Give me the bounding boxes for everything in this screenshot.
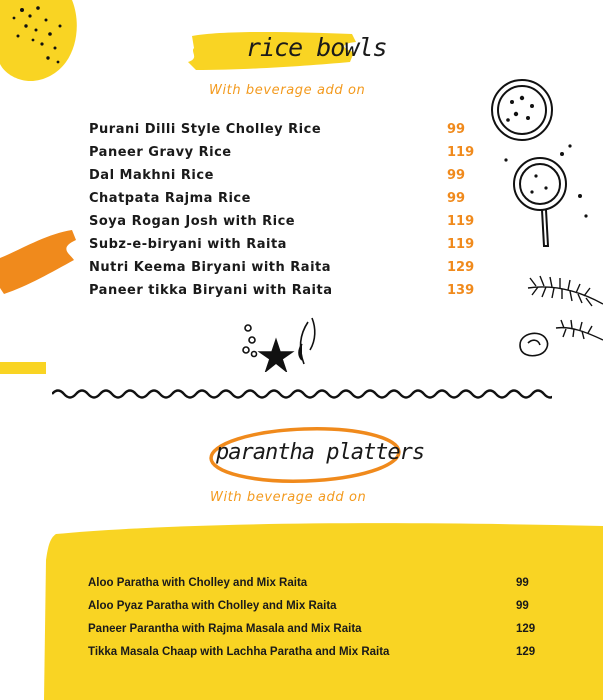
item-price: 99 xyxy=(516,577,529,589)
item-name: Aloo Pyaz Paratha with Cholley and Mix Raita xyxy=(88,600,337,612)
item-price: 129 xyxy=(516,623,536,635)
item-price: 99 xyxy=(447,168,466,183)
spices-illustration xyxy=(240,314,330,372)
menu-item xyxy=(88,643,548,666)
rice-bowls-subtitle: With beverage add on xyxy=(209,83,366,98)
item-name: Purani Dilli Style Cholley Rice xyxy=(89,122,322,137)
menu-item xyxy=(89,258,479,281)
parantha-platters-title: parantha platters xyxy=(216,440,425,465)
item-price: 139 xyxy=(447,283,475,298)
yellow-accent-bar xyxy=(0,362,46,374)
item-name: Paneer Parantha with Rajma Masala and Mix Raita xyxy=(88,623,362,635)
item-name: Aloo Paratha with Cholley and Mix Raita xyxy=(88,577,308,589)
parantha-platters-subtitle: With beverage add on xyxy=(210,490,367,505)
item-name: Subz-e-biryani with Raita xyxy=(89,237,287,252)
item-price: 99 xyxy=(516,600,529,612)
item-price: 119 xyxy=(447,145,475,160)
menu-item xyxy=(89,166,479,189)
menu-item xyxy=(89,235,479,258)
item-price: 99 xyxy=(447,122,466,137)
wavy-divider xyxy=(52,386,552,402)
item-name: Paneer tikka Biryani with Raita xyxy=(89,283,333,298)
parantha-platters-list xyxy=(88,574,548,666)
item-name: Dal Makhni Rice xyxy=(89,168,214,183)
menu-item xyxy=(89,143,479,166)
menu-item xyxy=(88,620,548,643)
orange-brush-stroke xyxy=(0,228,78,296)
item-name: Tikka Masala Chaap with Lachha Paratha and Mix Raita xyxy=(88,646,390,658)
item-name: Paneer Gravy Rice xyxy=(89,145,232,160)
item-price: 119 xyxy=(447,237,475,252)
item-name: Nutri Keema Biryani with Raita xyxy=(89,260,332,275)
menu-item xyxy=(89,212,479,235)
bowls-illustration xyxy=(482,76,603,256)
item-price: 99 xyxy=(447,191,466,206)
menu-item xyxy=(88,574,548,597)
mushroom-illustration xyxy=(516,327,556,361)
menu-item xyxy=(89,189,479,212)
item-price: 119 xyxy=(447,214,475,229)
rice-bowls-list xyxy=(89,120,479,304)
item-price: 129 xyxy=(447,260,475,275)
menu-item xyxy=(89,281,479,304)
menu-item xyxy=(88,597,548,620)
item-name: Chatpata Rajma Rice xyxy=(89,191,251,206)
item-name: Soya Rogan Josh with Rice xyxy=(89,214,296,229)
corner-yellow-blob xyxy=(0,0,80,82)
rice-bowls-title: rice bowls xyxy=(246,33,387,62)
item-price: 129 xyxy=(516,646,536,658)
menu-item xyxy=(89,120,479,143)
